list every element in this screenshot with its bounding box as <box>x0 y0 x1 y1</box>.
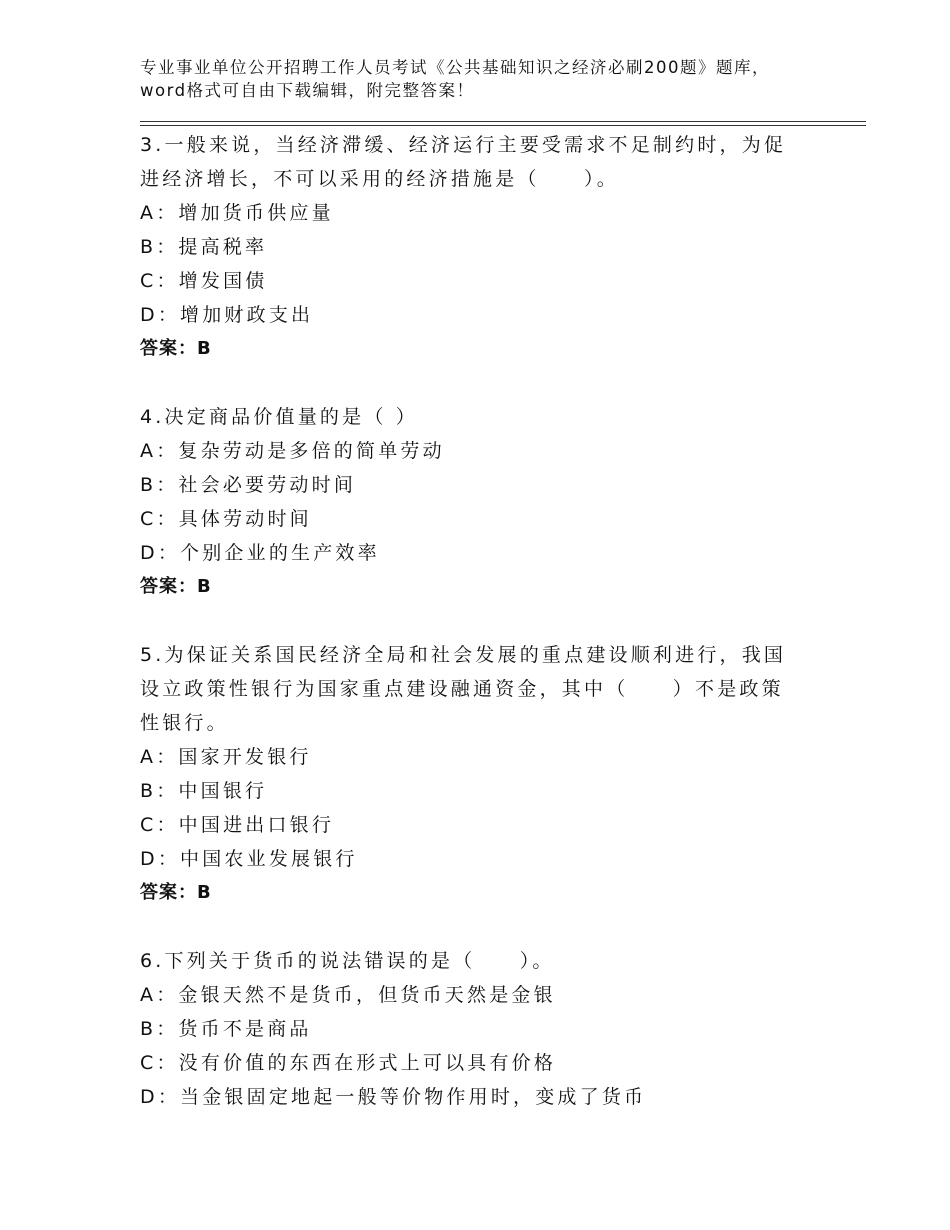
question-stem: 6.下列关于货币的说法错误的是（ ）。 <box>140 950 555 972</box>
document-header: 专业事业单位公开招聘工作人员考试《公共基础知识之经济必刷200题》题库，word格式可自由下载编辑，附完整答案！ <box>140 58 770 100</box>
option-c: C：增发国债 <box>140 270 268 292</box>
option-c: C：中国进出口银行 <box>140 814 335 836</box>
option-d: D：当金银固定地起一般等价物作用时，变成了货币 <box>140 1086 647 1108</box>
answer-line: 答案：B <box>140 576 212 597</box>
option-d: D：增加财政支出 <box>140 304 314 326</box>
question-block <box>140 128 800 366</box>
question-stem: 4.决定商品价值量的是（ ） <box>140 406 418 428</box>
header-rule-bottom <box>140 125 866 126</box>
option-b: B：中国银行 <box>140 780 268 802</box>
question-list <box>140 128 800 1114</box>
option-c: C：没有价值的东西在形式上可以具有价格 <box>140 1052 557 1074</box>
question-stem: 5.为保证关系国民经济全局和社会发展的重点建设顺利进行，我国设立政策性银行为国家重点建设融通资金，其中（ ）不是政策性银行。 <box>140 644 787 734</box>
question-block <box>140 638 800 910</box>
question-block <box>140 400 800 604</box>
option-b: B：提高税率 <box>140 236 268 258</box>
option-a: A：增加货币供应量 <box>140 202 334 224</box>
question-stem: 3.一般来说，当经济滞缓、经济运行主要受需求不足制约时，为促进经济增长，不可以采用的经济措施是（ ）。 <box>140 134 787 190</box>
question-spacer <box>140 366 800 400</box>
option-d: D：个别企业的生产效率 <box>140 542 380 564</box>
option-a: A：金银天然不是货币，但货币天然是金银 <box>140 984 556 1006</box>
option-a: A：复杂劳动是多倍的简单劳动 <box>140 440 445 462</box>
answer-line: 答案：B <box>140 338 212 359</box>
answer-line: 答案：B <box>140 882 212 903</box>
option-b: B：社会必要劳动时间 <box>140 474 357 496</box>
option-a: A：国家开发银行 <box>140 746 312 768</box>
option-b: B：货币不是商品 <box>140 1018 312 1040</box>
question-spacer <box>140 910 800 944</box>
option-d: D：中国农业发展银行 <box>140 848 358 870</box>
header-rule-top <box>140 121 866 122</box>
option-c: C：具体劳动时间 <box>140 508 312 530</box>
question-spacer <box>140 604 800 638</box>
question-block <box>140 944 800 1114</box>
